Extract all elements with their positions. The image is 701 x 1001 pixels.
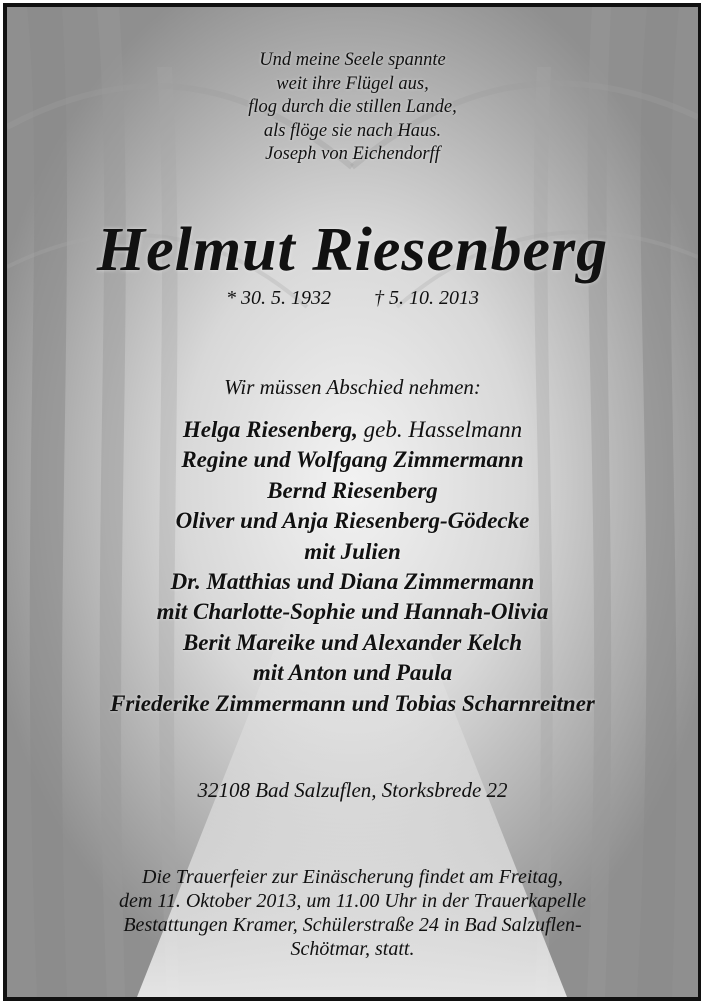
mourner-line: Regine und Wolfgang Zimmermann [181,447,524,473]
farewell-text: Wir müssen Abschied nehmen: [224,375,481,399]
deceased-name: Helmut Riesenberg [96,216,609,284]
mourner-maiden-name: geb. Hasselmann [363,417,523,442]
mourner-line: Bernd Riesenberg [267,477,438,503]
poem [7,49,698,167]
mourner-line: Oliver und Anja Riesenberg-Gödecke [175,508,530,534]
notice-line: Schötmar, statt. [290,938,415,960]
mourner-line: Friederike Zimmermann und Tobias Scharnreitner [110,690,595,716]
mourner-line: Dr. Matthias und Diana Zimmermann [170,569,535,595]
poem-line: flog durch die stillen Lande, [248,97,457,117]
notice-line: dem 11. Oktober 2013, um 11.00 Uhr in der Trauerkapelle [119,890,586,912]
mourner-line: Berit Mareike und Alexander Kelch [182,629,523,655]
mourner-line: mit Julien [304,538,401,564]
mourner-name: Helga Riesenberg, [182,417,358,442]
notice-line: Bestattungen Kramer, Schülerstraße 24 in Bad Salzuflen- [123,914,582,936]
life-dates [7,287,698,310]
mourner-line-first [7,415,698,445]
poem-author: Joseph von Eichendorff [265,144,440,164]
mourner-line: mit Anton und Paula [252,660,453,686]
mourners-list [7,415,698,719]
poem-line: als flöge sie nach Haus. [263,120,442,141]
funeral-notice [7,865,698,961]
birth-date: * 30. 5. 1932 [226,287,331,309]
death-date: † 5. 10. 2013 [374,287,479,309]
poem-line: Und meine Seele spannte [259,50,446,70]
obituary-frame [3,3,701,1001]
notice-line: Die Trauerfeier zur Einäscherung findet am Freitag, [142,866,563,888]
mourner-line: mit Charlotte-Sophie und Hannah-Olivia [156,599,549,625]
family-address: 32108 Bad Salzuflen, Storksbrede 22 [197,778,508,802]
poem-line: weit ihre Flügel aus, [276,73,429,94]
